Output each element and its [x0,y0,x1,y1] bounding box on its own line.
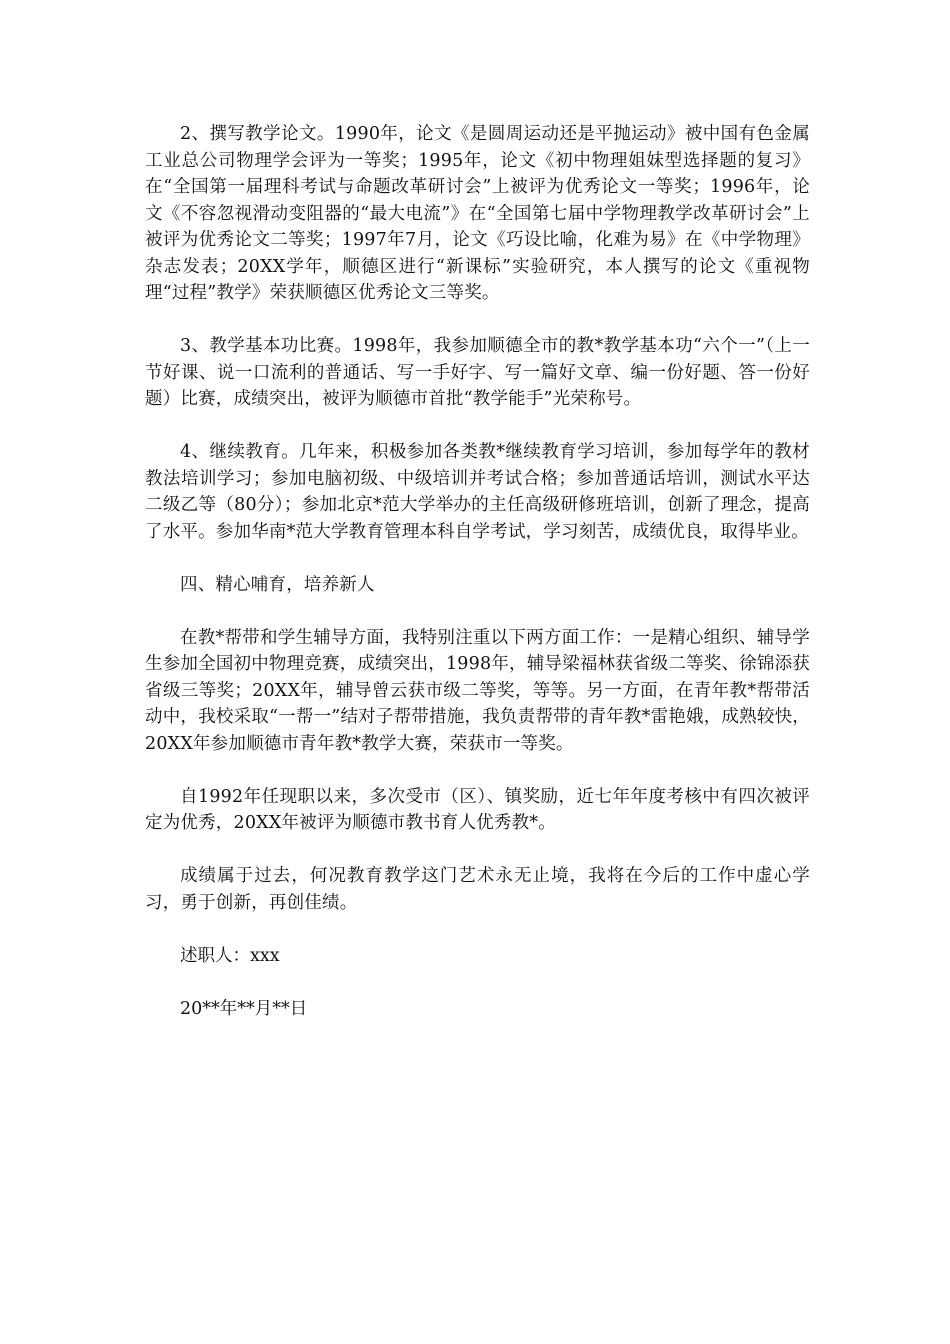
paragraph-conclusion: 成绩属于过去，何况教育教学这门艺术永无止境，我将在今后的工作中虚心学习，勇于创新，再创佳绩。 [145,866,810,913]
paragraph-awards: 自1992年任现职以来，多次受市（区）、镇奖励，近七年年度考核中有四次被评定为优秀，20XX年被评为顺德市教书育人优秀教*。 [145,786,810,833]
paragraph-mentoring: 在教*帮带和学生辅导方面，我特别注重以下两方面工作：一是精心组织、辅导学生参加全国初中物理竞赛，成绩突出，1998年，辅导梁福林获省级二等奖、徐锦添获省级三等奖；20XX年，辅导曾云获市级二等奖，等等。另一方面，在青年教*帮带活动中，我校采取“一帮一”结对子帮带措施，我负责帮带的青年教*雷艳娥，成熟较快，20XX年参加顺德市青年教*教学大赛，荣获市一等奖。 [145,627,810,754]
signature-line: 述职人：xxx [180,945,280,966]
document-body [145,121,810,1022]
paragraph-thesis-writing: 2、撰写教学论文。1990年，论文《是圆周运动还是平抛运动》被中国有色金属工业总公司物理学会评为一等奖；1995年，论文《初中物理姐妹型选择题的复习》在“全国第一届理科考试与命题改革研讨会”上被评为优秀论文一等奖；1996年，论文《不容忽视滑动变阻器的“最大电流”》在“全国第七届中学物理教学改革研讨会”上被评为优秀论文二等奖；1997年7月，论文《巧设比喻，化难为易》在《中学物理》杂志发表；20XX学年，顺德区进行“新课标”实验研究，本人撰写的论文《重视物理“过程”教学》荣获顺德区优秀论文三等奖。 [145,124,810,303]
paragraph-continuing-education: 4、继续教育。几年来，积极参加各类教*继续教育学习培训，参加每学年的教材教法培训学习；参加电脑初级、中级培训并考试合格；参加普通话培训，测试水平达二级乙等（80分）；参加北京*范大学举办的主任高级研修班培训，创新了理念，提高了水平。参加华南*范大学教育管理本科自学考试，学习刻苦，成绩优良，取得毕业。 [145,442,810,542]
section-heading-nurture: 四、精心哺育，培养新人 [180,574,375,595]
paragraph-teaching-skills-contest: 3、教学基本功比赛。1998年，我参加顺德全市的教*教学基本功“六个一”（上一节好课、说一口流利的普通话、写一手好字、写一篇好文章、编一份好题、答一份好题）比赛，成绩突出，被评为顺德市首批“教学能手”光荣称号。 [145,336,810,409]
date-line: 20**年**月**日 [180,998,308,1019]
